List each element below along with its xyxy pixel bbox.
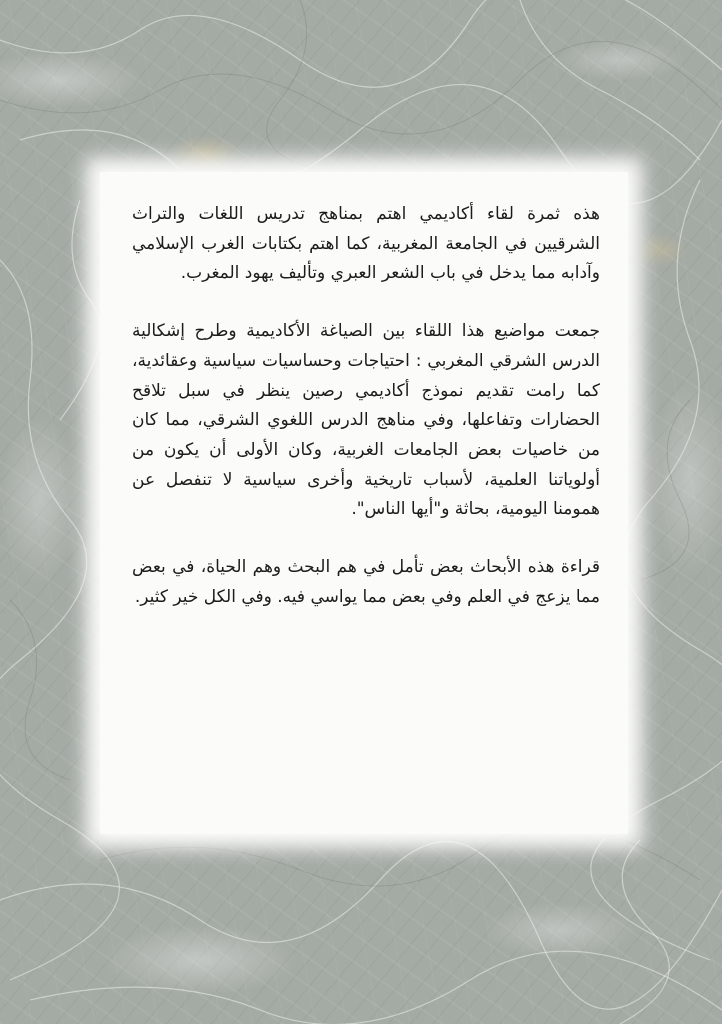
body-text	[132, 200, 600, 612]
paragraph-3: قراءة هذه الأبحاث بعض تأمل في هم البحث وهم الحياة، في بعض مما يزعج في العلم وفي بعض مما يواسي فيه. وفي الكل خير كثير.	[132, 557, 600, 607]
paragraph-1: هذه ثمرة لقاء أكاديمي اهتم بمناهج تدريس اللغات والتراث الشرقيين في الجامعة المغربية، كما اهتم بكتابات الغرب الإسلامي وآدابه مما يدخل في باب الشعر العبري وتأليف يهود المغرب.	[132, 204, 600, 284]
paragraph-2: جمعت مواضيع هذا اللقاء بين الصياغة الأكاديمية وطرح إشكالية الدرس الشرقي المغربي : احتياجات وحساسيات سياسية وعقائدية، كما رامت تقديم نموذج أكاديمي رصين ينظر في سبل تلاقح الحضارات وتفاعلها، وفي مناهج الدرس اللغوي الشرقي، مما كان من خاصيات بعض الجامعات الغربية، وكان الأولى أن يكون من أولوياتنا العلمية، لأسباب تاريخية وأخرى سياسية لا تنفصل عن همومنا اليومية، بحاثة و"أيها الناس".	[132, 321, 600, 520]
